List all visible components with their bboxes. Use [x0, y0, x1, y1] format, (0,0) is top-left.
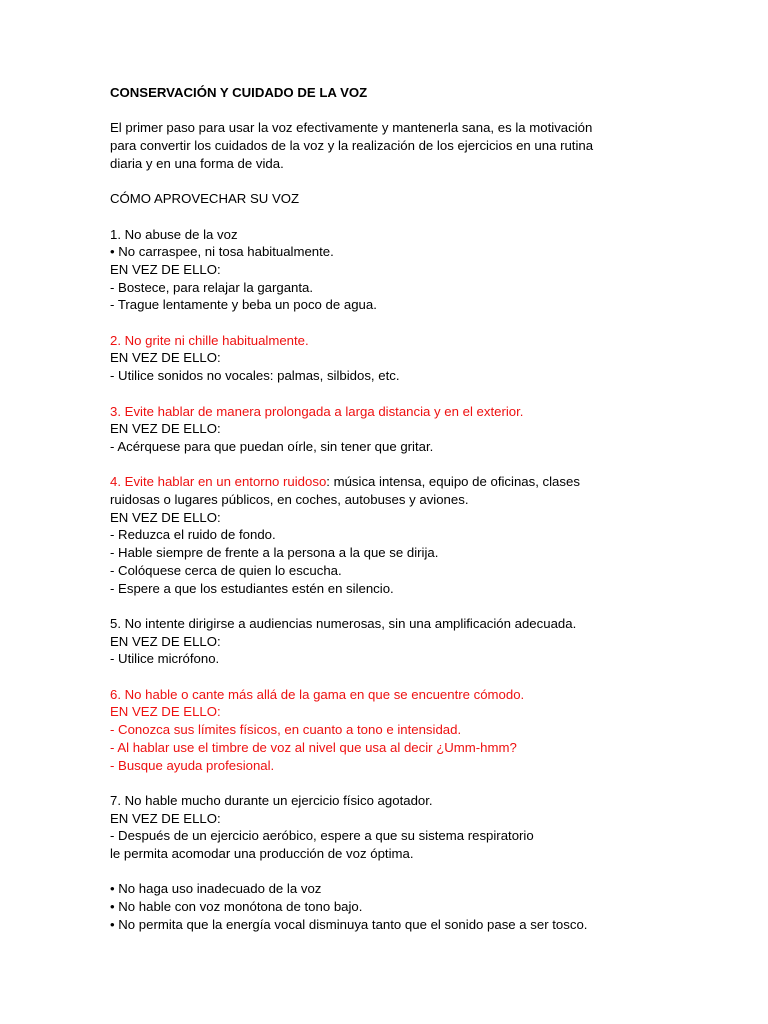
list-item: - Hable siempre de frente a la persona a la que se dirija.	[110, 545, 439, 561]
section-4-heading-continuation: ruidosas o lugares públicos, en coches, autobuses y aviones.	[110, 492, 469, 508]
instead-label: EN VEZ DE ELLO:	[110, 261, 221, 277]
instead-label: EN VEZ DE ELLO:	[110, 704, 221, 720]
section-1-heading: 1. No abuse de la voz	[110, 226, 238, 242]
section-5-heading: 5. No intente dirigirse a audiencias numerosas, sin una amplificación adecuada.	[110, 615, 577, 631]
intro-line: El primer paso para usar la voz efectivamente y mantenerla sana, es la motivación	[110, 120, 593, 136]
list-item: - Busque ayuda profesional.	[110, 757, 275, 773]
list-item: - Reduzca el ruido de fondo.	[110, 527, 276, 543]
instead-label: EN VEZ DE ELLO:	[110, 421, 221, 437]
list-item: - Colóquese cerca de quien lo escucha.	[110, 562, 342, 578]
list-item: - Trague lentamente y beba un poco de agua.	[110, 297, 377, 313]
instead-label: EN VEZ DE ELLO:	[110, 633, 221, 649]
instead-label: EN VEZ DE ELLO:	[110, 350, 221, 366]
instead-label: EN VEZ DE ELLO:	[110, 509, 221, 525]
list-item: - Después de un ejercicio aeróbico, espere a que su sistema respiratorio	[110, 828, 534, 844]
document-subtitle: CÓMO APROVECHAR SU VOZ	[110, 191, 300, 207]
final-bullet: • No haga uso inadecuado de la voz	[110, 881, 322, 897]
list-item: le permita acomodar una producción de voz óptima.	[110, 846, 414, 862]
section-1-bullet: • No carraspee, ni tosa habitualmente.	[110, 244, 334, 260]
section-6-heading: 6. No hable o cante más allá de la gama en que se encuentre cómodo.	[110, 686, 525, 702]
list-item: - Espere a que los estudiantes estén en silencio.	[110, 580, 394, 596]
list-item: - Acérquese para que puedan oírle, sin tener que gritar.	[110, 438, 434, 454]
intro-line: diaria y en una forma de vida.	[110, 155, 284, 171]
section-4-heading-highlight: 4. Evite hablar en un entorno ruidoso	[110, 474, 327, 490]
intro-line: para convertir los cuidados de la voz y la realización de los ejercicios en una rutina	[110, 138, 594, 154]
list-item: - Al hablar use el timbre de voz al nivel que usa al decir ¿Umm-hmm?	[110, 739, 517, 755]
section-7-heading: 7. No hable mucho durante un ejercicio físico agotador.	[110, 792, 433, 808]
section-4-heading	[110, 473, 670, 491]
final-bullet: • No permita que la energía vocal disminuya tanto que el sonido pase a ser tosco.	[110, 916, 588, 932]
document-title: CONSERVACIÓN Y CUIDADO DE LA VOZ	[110, 85, 368, 100]
section-2-heading: 2. No grite ni chille habitualmente.	[110, 332, 309, 348]
document-content	[110, 84, 670, 934]
list-item: - Utilice micrófono.	[110, 651, 220, 667]
list-item: - Utilice sonidos no vocales: palmas, silbidos, etc.	[110, 368, 400, 384]
section-3-heading: 3. Evite hablar de manera prolongada a larga distancia y en el exterior.	[110, 403, 524, 419]
section-4-heading-rest: : música intensa, equipo de oficinas, clases	[326, 474, 580, 490]
list-item: - Bostece, para relajar la garganta.	[110, 279, 314, 295]
list-item: - Conozca sus límites físicos, en cuanto a tono e intensidad.	[110, 722, 462, 738]
final-bullet: • No hable con voz monótona de tono bajo.	[110, 899, 363, 915]
instead-label: EN VEZ DE ELLO:	[110, 810, 221, 826]
